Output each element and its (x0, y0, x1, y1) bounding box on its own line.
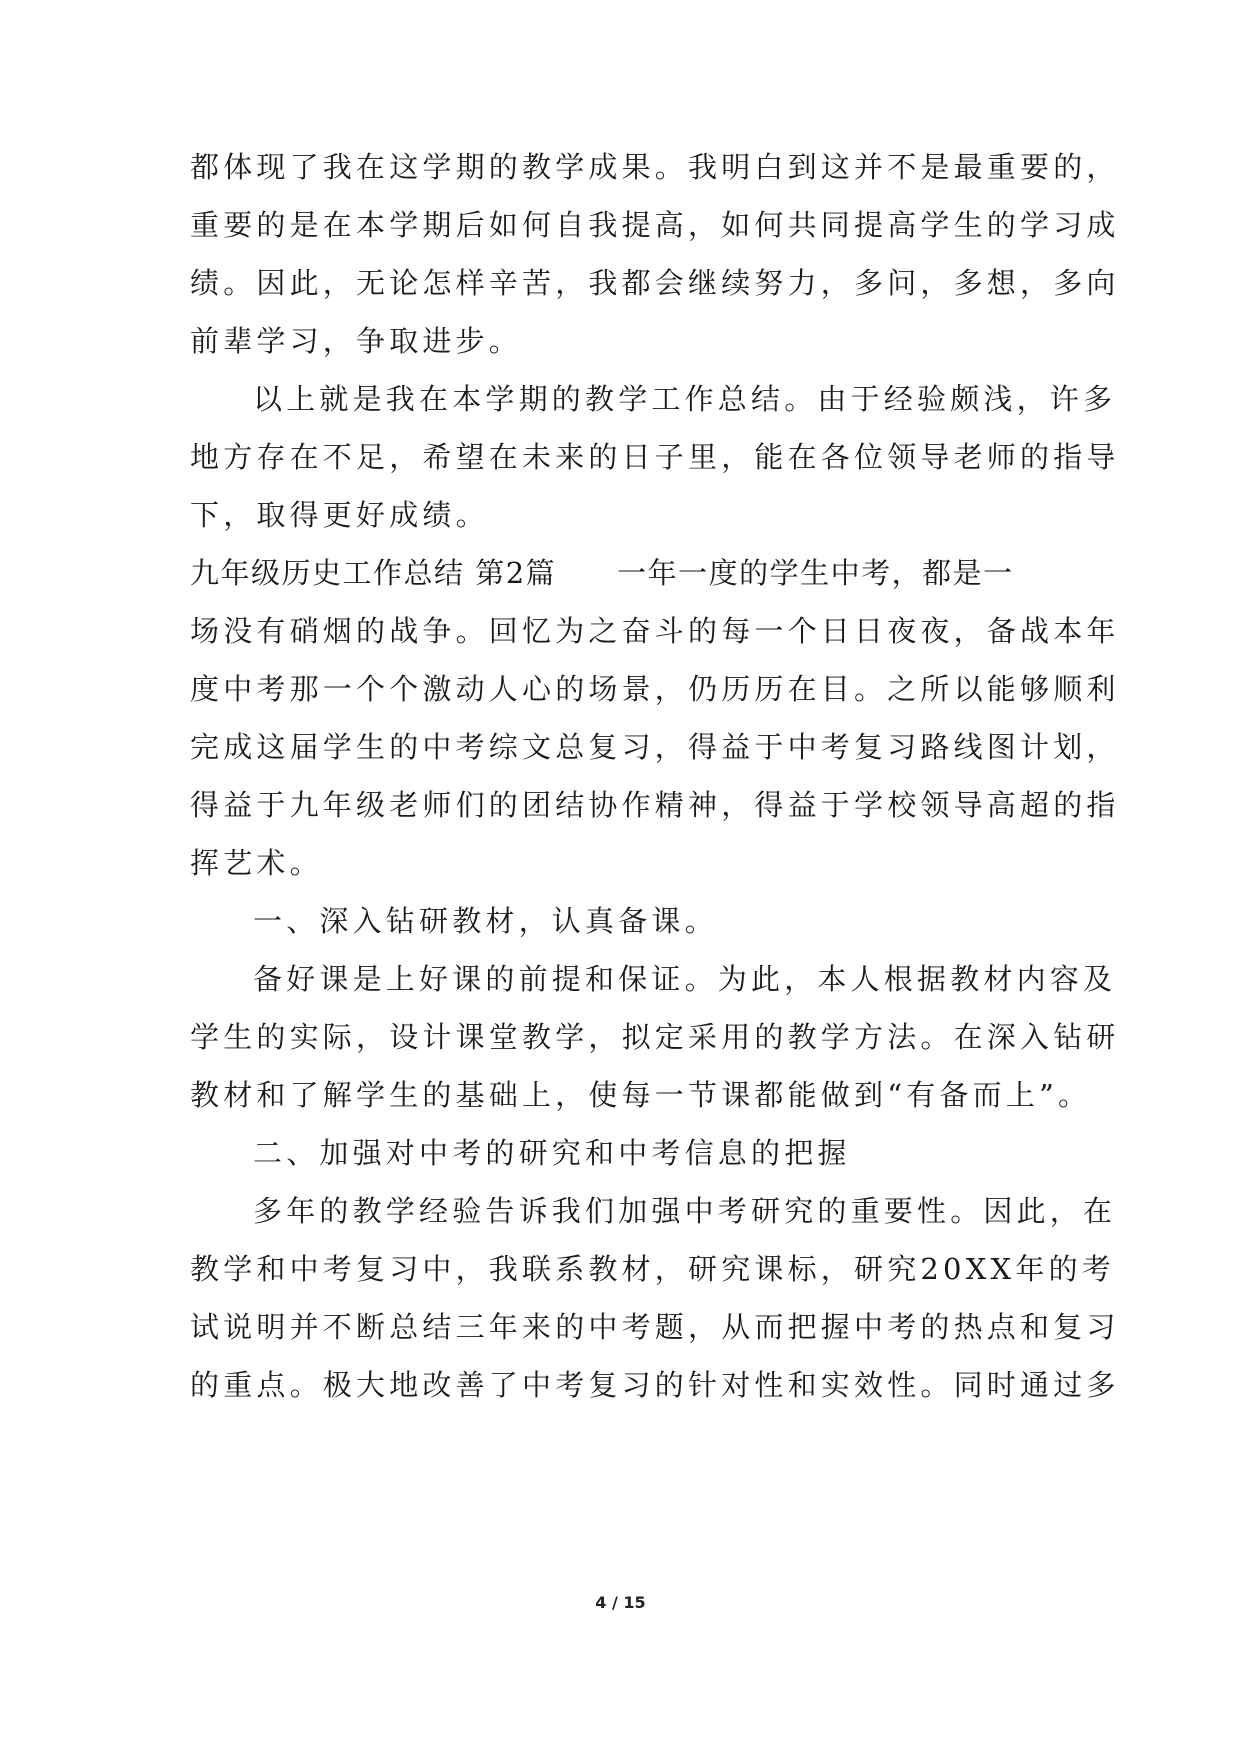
text-line: 绩。因此，无论怎样辛苦，我都会继续努力，多问，多想，多向 (190, 266, 1120, 300)
subheading-line: 一、深入钻研教材，认真备课。 (253, 904, 718, 938)
paragraph-start-line: 以上就是我在本学期的教学工作总结。由于经验颇浅，许多 (253, 382, 1117, 416)
text-line: 度中考那一个个激动人心的场景，仍历历在目。之所以能够顺利 (190, 672, 1120, 706)
section-heading-line: 九年级历史工作总结 第2篇 一年一度的学生中考，都是一 (190, 556, 1014, 590)
text-line: 得益于九年级老师们的团结协作精神，得益于学校领导高超的指 (190, 788, 1120, 822)
paragraph-start-line: 备好课是上好课的前提和保证。为此，本人根据教材内容及 (253, 962, 1117, 996)
text-line: 重要的是在本学期后如何自我提高，如何共同提高学生的学习成 (190, 208, 1120, 242)
text-line: 教学和中考复习中，我联系教材，研究课标，研究20XX年的考 (190, 1252, 1115, 1286)
text-line: 场没有硝烟的战争。回忆为之奋斗的每一个日日夜夜，备战本年 (190, 614, 1120, 648)
text-line: 地方存在不足，希望在未来的日子里，能在各位领导老师的指导 (190, 440, 1120, 474)
text-line: 完成这届学生的中考综文总复习，得益于中考复习路线图计划， (190, 730, 1120, 764)
subheading-line: 二、加强对中考的研究和中考信息的把握 (253, 1136, 851, 1170)
text-line: 教材和了解学生的基础上，使每一节课都能做到“有备而上”。 (190, 1078, 1092, 1112)
text-line: 试说明并不断总结三年来的中考题，从而把握中考的热点和复习 (190, 1310, 1120, 1344)
paragraph-start-line: 多年的教学经验告诉我们加强中考研究的重要性。因此，在 (253, 1194, 1117, 1228)
text-line: 下，取得更好成绩。 (190, 498, 489, 532)
text-line: 都体现了我在这学期的教学成果。我明白到这并不是最重要的， (190, 150, 1120, 184)
text-line: 前辈学习，争取进步。 (190, 324, 523, 358)
text-line: 学生的实际，设计课堂教学，拟定采用的教学方法。在深入钻研 (190, 1020, 1120, 1054)
text-line: 的重点。极大地改善了中考复习的针对性和实效性。同时通过多 (190, 1368, 1120, 1402)
text-line: 挥艺术。 (190, 846, 323, 880)
page-number: 4 / 15 (595, 1593, 646, 1612)
